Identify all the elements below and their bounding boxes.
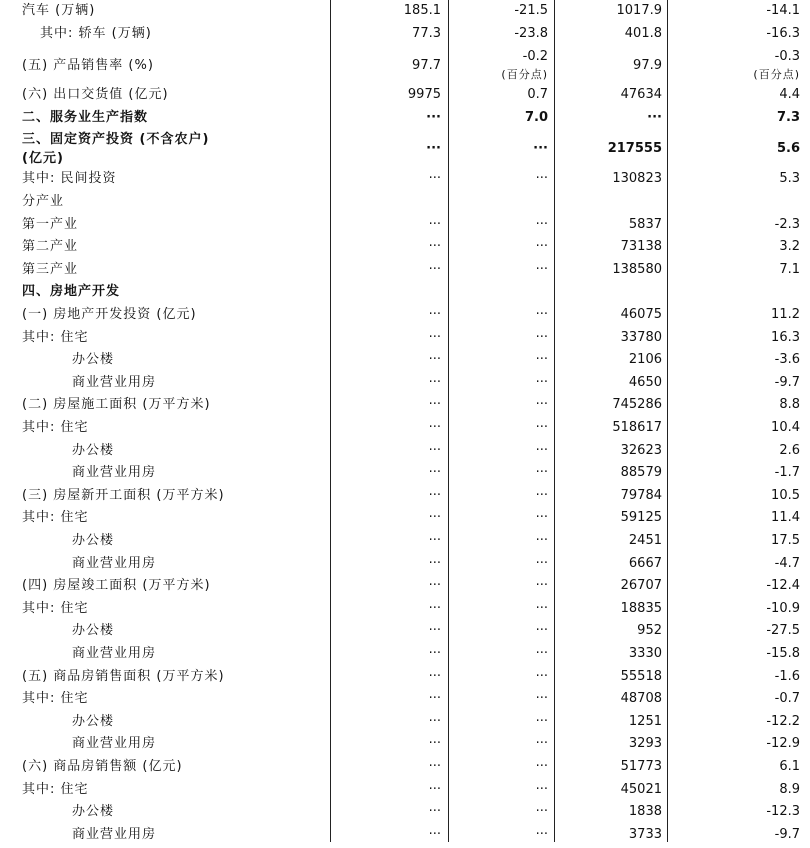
row-label: (五) 商品房销售面积 (万平方米) (22, 668, 225, 684)
value-cell-col3: 79784 (620, 487, 662, 503)
value-cell-col4: -3.6 (774, 352, 800, 368)
value-cell-col4: -14.1 (766, 3, 800, 18)
value-cell-col3: 2451 (628, 533, 662, 548)
row-label: 商业营业用房 (72, 374, 157, 390)
value-cell-col3: 47634 (620, 87, 662, 103)
value-cell-col4: 16.3 (771, 329, 800, 345)
value-cell-col1: ··· (426, 141, 441, 157)
table-row (0, 25, 810, 48)
row-label: 第一产业 (22, 216, 79, 232)
value-cell-col2: 0.7 (527, 87, 548, 103)
table-row (0, 329, 810, 352)
table-row (0, 758, 810, 781)
value-cell-col3: 3733 (628, 826, 662, 842)
value-cell-col4: -12.4 (766, 578, 800, 594)
value-cell-col3: 401.8 (624, 25, 662, 41)
value-cell-col4: 5.6 (776, 141, 800, 157)
value-cell-col4: 7.1 (779, 261, 800, 277)
value-cell-col2: ··· (535, 510, 548, 526)
value-cell-col1: 77.3 (412, 25, 441, 41)
row-label: 分产业 (22, 194, 65, 209)
value-cell-col4: -0.7 (774, 691, 800, 707)
value-cell-col3: 59125 (620, 510, 662, 526)
value-cell-col3: 26707 (620, 578, 662, 594)
value-cell-col2: ··· (535, 420, 548, 435)
row-label: (二) 房屋施工面积 (万平方米) (22, 397, 211, 413)
table-row (0, 803, 810, 826)
value-cell-col4: -15.8 (766, 646, 800, 661)
value-cell-col3: 6667 (628, 555, 662, 571)
table-row (0, 374, 810, 397)
value-cell-col2: ··· (535, 555, 548, 571)
value-cell-col3: 46075 (620, 307, 662, 322)
table-row (0, 487, 810, 510)
value-cell-col1: 185.1 (403, 3, 441, 18)
row-label: 第三产业 (22, 261, 79, 277)
value-cell-col4: -0.3 (774, 49, 800, 65)
table-row (0, 509, 810, 532)
table-row (0, 713, 810, 736)
table-row (0, 86, 810, 109)
value-cell-col1: ··· (428, 239, 441, 255)
table-row (0, 193, 810, 216)
value-cell-col1: ··· (428, 442, 441, 458)
value-cell-col2: 7.0 (524, 109, 548, 125)
row-label: 其中: 住宅 (22, 691, 89, 707)
value-cell-col1: ··· (428, 397, 441, 413)
value-cell-col4: -16.3 (766, 25, 800, 41)
value-cell-col2: ··· (535, 171, 548, 187)
table-row (0, 47, 810, 86)
value-cell-col4: 7.3 (776, 109, 800, 125)
row-label: 商业营业用房 (72, 555, 157, 571)
value-cell-col1: ··· (428, 646, 441, 661)
value-cell-col3: 32623 (620, 442, 662, 458)
value-cell-col3: 73138 (620, 239, 662, 255)
value-cell-col4: 17.5 (771, 533, 800, 548)
row-label: 办公楼 (72, 623, 115, 639)
table-row (0, 283, 810, 306)
row-label: 商业营业用房 (72, 646, 157, 661)
value-cell-col1: ··· (428, 171, 441, 187)
value-cell-col4: -12.2 (766, 713, 800, 729)
value-cell-col3: 518617 (612, 420, 662, 435)
value-cell-col4: 11.2 (771, 307, 800, 322)
table-row (0, 555, 810, 578)
row-label: 商业营业用房 (72, 736, 157, 752)
value-cell-col1: ··· (428, 623, 441, 639)
row-label: (三) 房屋新开工面积 (万平方米) (22, 487, 225, 503)
value-cell-col2: ··· (535, 668, 548, 684)
value-cell-col3: ··· (647, 109, 662, 125)
value-cell-col2: ··· (535, 487, 548, 503)
value-cell-col1: ··· (428, 713, 441, 729)
table-row (0, 690, 810, 713)
value-cell-col3: 3293 (628, 736, 662, 752)
row-label: 办公楼 (72, 442, 115, 458)
value-cell-col2: -0.2 (522, 49, 548, 65)
row-label: (五) 产品销售率 (%) (22, 58, 154, 74)
value-cell-col4: -2.3 (774, 216, 800, 232)
value-cell-col4: -12.3 (766, 804, 800, 820)
value-cell-col1: ··· (428, 781, 441, 797)
row-label-continued: (亿元) (22, 151, 64, 167)
row-label: (四) 房屋竣工面积 (万平方米) (22, 578, 211, 594)
value-cell-col1: ··· (428, 352, 441, 368)
value-cell-col3: 4650 (628, 374, 662, 390)
table-row (0, 464, 810, 487)
value-cell-col3: 1838 (628, 804, 662, 820)
row-label: (一) 房地产开发投资 (亿元) (22, 307, 197, 322)
value-cell-col4: 8.9 (779, 781, 800, 797)
table-row (0, 396, 810, 419)
value-cell-col1: ··· (428, 487, 441, 503)
value-cell-col4: 4.4 (779, 87, 800, 103)
value-cell-col2: ··· (535, 239, 548, 255)
row-label: 办公楼 (72, 533, 115, 548)
table-row (0, 261, 810, 284)
value-cell-col3: 2106 (628, 352, 662, 368)
value-cell-col1: ··· (428, 736, 441, 752)
row-label: 其中: 轿车 (万辆) (40, 25, 152, 41)
value-cell-col3: 3330 (628, 646, 662, 661)
row-label: 办公楼 (72, 352, 115, 368)
value-cell-col1: ··· (428, 420, 441, 435)
value-cell-col4: 5.3 (779, 171, 800, 187)
value-cell-col4: 3.2 (779, 239, 800, 255)
value-cell-col4: -12.9 (766, 736, 800, 752)
unit-note: (百分点) (753, 68, 800, 82)
value-cell-col1: ··· (428, 826, 441, 842)
value-cell-col1: ··· (428, 261, 441, 277)
value-cell-col2: ··· (535, 713, 548, 729)
table-row (0, 170, 810, 193)
value-cell-col2: ··· (535, 442, 548, 458)
value-cell-col1: 97.7 (412, 58, 441, 74)
value-cell-col2: ··· (535, 623, 548, 639)
table-row (0, 2, 810, 25)
table-row (0, 442, 810, 465)
table-row (0, 109, 810, 132)
table-row (0, 131, 810, 170)
value-cell-col2: ··· (535, 578, 548, 594)
value-cell-col3: 952 (637, 623, 662, 639)
value-cell-col3: 745286 (612, 397, 662, 413)
value-cell-col2: ··· (535, 374, 548, 390)
value-cell-col4: 8.8 (779, 397, 800, 413)
value-cell-col2: ··· (535, 600, 548, 616)
value-cell-col3: 217555 (607, 141, 662, 157)
value-cell-col2: -21.5 (514, 3, 548, 18)
table-row (0, 668, 810, 691)
value-cell-col1: ··· (428, 759, 441, 774)
value-cell-col3: 5837 (628, 216, 662, 232)
value-cell-col2: -23.8 (514, 25, 548, 41)
value-cell-col4: -27.5 (766, 623, 800, 639)
value-cell-col3: 138580 (612, 261, 662, 277)
value-cell-col2: ··· (535, 533, 548, 548)
value-cell-col4: 11.4 (771, 510, 800, 526)
value-cell-col1: ··· (428, 600, 441, 616)
table-row (0, 351, 810, 374)
table-row (0, 645, 810, 668)
value-cell-col4: 2.6 (779, 442, 800, 458)
value-cell-col2: ··· (535, 397, 548, 413)
value-cell-col2: ··· (535, 352, 548, 368)
value-cell-col1: ··· (428, 465, 441, 481)
table-row (0, 826, 810, 848)
value-cell-col3: 88579 (620, 465, 662, 481)
row-label: 商业营业用房 (72, 465, 157, 481)
table-row (0, 577, 810, 600)
row-label: 其中: 住宅 (22, 781, 89, 797)
value-cell-col4: 10.5 (771, 487, 800, 503)
row-label: 三、固定资产投资 (不含农户) (22, 132, 210, 148)
row-label: 办公楼 (72, 713, 115, 729)
value-cell-col2: ··· (535, 759, 548, 774)
value-cell-col2: ··· (533, 141, 548, 157)
row-label: 其中: 住宅 (22, 600, 89, 616)
value-cell-col1: ··· (428, 555, 441, 571)
value-cell-col2: ··· (535, 736, 548, 752)
value-cell-col4: -10.9 (766, 600, 800, 616)
value-cell-col4: -1.7 (774, 465, 800, 481)
value-cell-col1: ··· (428, 510, 441, 526)
table-row (0, 532, 810, 555)
value-cell-col1: ··· (428, 668, 441, 684)
value-cell-col1: ··· (428, 804, 441, 820)
value-cell-col3: 33780 (620, 329, 662, 345)
value-cell-col2: ··· (535, 826, 548, 842)
table-row (0, 600, 810, 623)
table-row (0, 419, 810, 442)
row-label: 其中: 住宅 (22, 329, 89, 345)
row-label: 商业营业用房 (72, 826, 157, 842)
value-cell-col2: ··· (535, 329, 548, 345)
value-cell-col1: ··· (428, 307, 441, 322)
value-cell-col4: 6.1 (779, 759, 800, 774)
value-cell-col1: ··· (428, 374, 441, 390)
table-row (0, 216, 810, 239)
value-cell-col4: -4.7 (774, 555, 800, 571)
unit-note: (百分点) (501, 68, 548, 82)
value-cell-col1: ··· (428, 533, 441, 548)
value-cell-col1: ··· (428, 216, 441, 232)
row-label: 其中: 住宅 (22, 420, 89, 435)
value-cell-col4: -1.6 (774, 668, 800, 684)
value-cell-col2: ··· (535, 781, 548, 797)
value-cell-col1: ··· (428, 691, 441, 707)
table-row (0, 238, 810, 261)
value-cell-col3: 1251 (628, 713, 662, 729)
value-cell-col2: ··· (535, 216, 548, 232)
value-cell-col2: ··· (535, 261, 548, 277)
row-label: 办公楼 (72, 804, 115, 820)
row-label: 第二产业 (22, 239, 79, 255)
value-cell-col1: ··· (426, 109, 441, 125)
value-cell-col2: ··· (535, 307, 548, 322)
row-label: (六) 出口交货值 (亿元) (22, 87, 169, 103)
value-cell-col3: 48708 (620, 691, 662, 707)
row-label: 汽车 (万辆) (22, 3, 96, 18)
value-cell-col3: 45021 (620, 781, 662, 797)
value-cell-col3: 97.9 (633, 58, 662, 74)
value-cell-col3: 130823 (612, 171, 662, 187)
row-label: 其中: 民间投资 (22, 171, 117, 187)
row-label: (六) 商品房销售额 (亿元) (22, 759, 183, 774)
value-cell-col1: 9975 (407, 87, 441, 103)
value-cell-col2: ··· (535, 691, 548, 707)
row-label: 其中: 住宅 (22, 510, 89, 526)
value-cell-col4: 10.4 (771, 420, 800, 435)
value-cell-col1: ··· (428, 578, 441, 594)
table-row (0, 622, 810, 645)
row-label: 四、房地产开发 (22, 284, 121, 300)
table-row (0, 781, 810, 804)
value-cell-col1: ··· (428, 329, 441, 345)
value-cell-col3: 55518 (620, 668, 662, 684)
value-cell-col3: 51773 (620, 759, 662, 774)
table-row (0, 735, 810, 758)
value-cell-col2: ··· (535, 804, 548, 820)
value-cell-col3: 18835 (620, 600, 662, 616)
value-cell-col4: -9.7 (774, 374, 800, 390)
value-cell-col2: ··· (535, 465, 548, 481)
row-label: 二、服务业生产指数 (22, 109, 149, 125)
table-row (0, 306, 810, 329)
value-cell-col3: 1017.9 (616, 3, 662, 18)
value-cell-col4: -9.7 (774, 826, 800, 842)
value-cell-col2: ··· (535, 646, 548, 661)
